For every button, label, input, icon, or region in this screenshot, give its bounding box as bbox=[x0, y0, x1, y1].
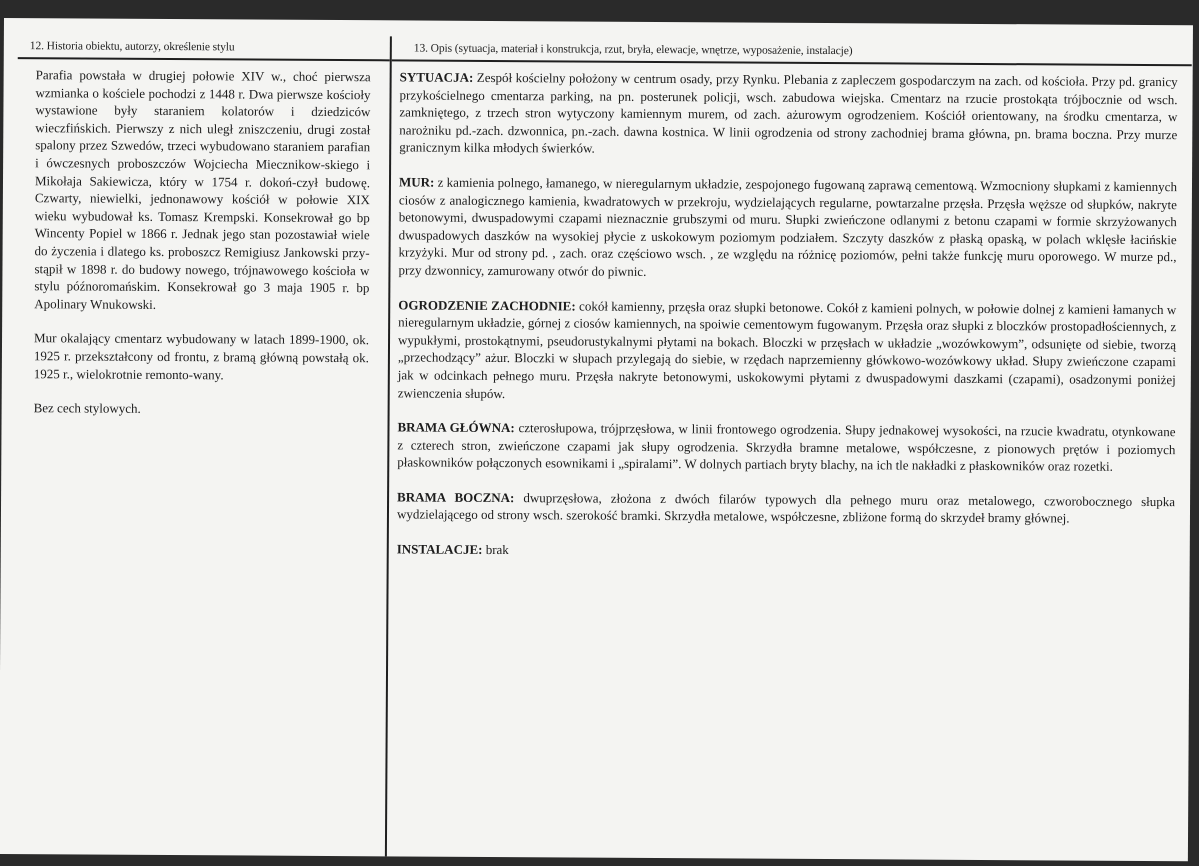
left-header-rule bbox=[18, 57, 390, 61]
section-label: OGRODZENIE ZACHODNIE: bbox=[398, 296, 576, 314]
description-section-header: 13. Opis (sytuacja, materiał i konstrukcja, rzut, bryła, elewacje, wnętrze, wyposażenie, instalacje) bbox=[413, 42, 853, 58]
document-sheet bbox=[0, 18, 1193, 861]
section-label: BRAMA GŁÓWNA: bbox=[397, 419, 515, 436]
right-header-rule bbox=[392, 59, 1192, 66]
column-divider bbox=[385, 36, 392, 856]
section-text: z kamienia polnego, łamanego, w nieregularnym układzie, zespojonego fugowaną zaprawą cementową. Wzmocniony słupkami z kamiennych ciosów z analogicznego kamienia, kwadratowych w przekroju, wydzielających regularne, powtarzalne przęsła. Przęsła węższe od słupków, nakryte betonowymi, dwuspadowymi czapami nieznacznie grubszymi od muru. Słupki zwieńczone odlanymi z betonu czapami w formie skrzyżowanych dwuspadowych daszków na wysokiej płycie z uskokowym poziomym podziałem. Szczyty daszków z płaską opaską, w polach wklęsłe łacińskie krzyżyki. Mur od strony pd. , zach. oraz częściowo wsch. , ze względu na różnicę poziomów, pełni także funkcję muru oporowego. W murze pd., przy dzwonnicy, zamurowany otwór do piwnic. bbox=[398, 174, 1178, 279]
section-west-fence bbox=[398, 296, 1177, 406]
section-text: brak bbox=[482, 541, 509, 558]
description-column bbox=[397, 68, 1178, 579]
section-installations bbox=[397, 540, 1175, 562]
section-label: INSTALACJE: bbox=[396, 541, 483, 557]
section-text: cokół kamienny, przęsła oraz słupki betonowe. Cokół z kamieni polnych, w połowie dolnej z kamieni łamanych w nieregularnym układzie, górnej z ciosów kamiennych, na spoiwie cementowym fugowanym. Przęsła oraz słupki z bloczków prostopadłościennych, z wypukłymi, prostokątnymi, pseudorustykalnymi płytami na bokach. Bloczki w przęsłach w układzie „wozówkowym”, odsunięte od siebie, tworzą „przechodzący” ażur. Bloczki w słupach przylegają do siebie, w rzędach naprzemienny główkowo-wozówkowy układ. Słupy zwieńczone czapami jak w odcinkach pełnego muru. Przęsła nakryte betonowymi, uskokowymi płytami z dwuspadowymi daszkami (czapami), osadzonymi poniżej zwienczenia słupów. bbox=[397, 298, 1177, 401]
history-column bbox=[33, 66, 370, 436]
section-side-gate bbox=[397, 488, 1175, 528]
section-main-gate bbox=[397, 419, 1175, 477]
section-situation bbox=[399, 68, 1178, 161]
section-wall bbox=[398, 173, 1177, 283]
history-paragraph: Mur okalający cmentarz wybudowany w latach 1899-1900, ok. 1925 r. przekształcony od frontu, z bramą główną powstałą ok. 1925 r., wielokrotnie remonto-wany. bbox=[33, 330, 370, 382]
section-label: MUR: bbox=[398, 174, 435, 190]
section-label: BRAMA BOCZNA: bbox=[397, 489, 515, 506]
section-text: czterosłupowa, trójprzęsłowa, w linii frontowego ogrodzenia. Słupy jednakowej wysokości, na rzucie kwadratu, otynkowane z czterech stron, zwieńczone czapami jak słupy ogrodzenia. Skrzydła bramne metalowe, współczesne, z pionowych prętów i poziomych płaskowników połączonych esownikami i „spiralami”. W dolnych partiach bryty blachy, na ich tle nakładki z płaskowników oraz rozetki. bbox=[397, 420, 1176, 475]
history-paragraph: Parafia powstała w drugiej połowie XIV w., choć pierwsza wzmianka o kościele pochodzi z 1448 r. Dwa pierwsze kościoły wystawione były staraniem kolatorów i dziedziców wieczfińskich. Pierwszy z nich uległ zniszczeniu, drugi został spalony przez Szwedów, trzeci wybudowano staraniem parafian i ówczesnych proboszczów Wojciecha Miecznikow-skiego i Mikołaja Sakiewicza, który w 1754 r. dokoń-czył budowę. Czwarty, niewielki, jednonawowy kościół w połowie XIX wieku wybudował ks. Tomasz Krempski. Konsekrował go bp Wincenty Popiel w 1866 r. Jednak jego stan pozostawiał wiele do życzenia i dlatego ks. proboszcz Remigiusz Jankowski przy-stąpił w 1898 r. do budowy nowego, trójnawowego kościoła w stylu późnoromańskim. Konsekrował go 3 maja 1905 r. bp Apolinary Wnukowski. bbox=[34, 67, 371, 312]
section-text: Zespół kościelny położony w centrum osady, przy Rynku. Plebania z zapleczem gospodarczym na zach. od kościoła. Przy pd. granicy przykościelnego cmentarza parking, na pn. posterunek policji, wsch. zabudowa wiejska. Cmentarz na rzucie prostokąta trójbocznie od wsch. zamkniętego, z trzech stron wytyczony kamiennym murem, od zach. ażurowym ogrodzeniem. Kościół orientowany, na środku cmentarza, w narożniku pd.-zach. dzwonnica, pn.-zach. dawna kostnica. W linii ogrodzenia od strony zachodniej brama główna, pn. brama boczna. Przy murze granicznym kilka młodych świerków. bbox=[399, 69, 1178, 156]
history-section-header: 12. Historia obiektu, autorzy, określenie stylu bbox=[29, 40, 235, 54]
section-text: dwuprzęsłowa, złożona z dwóch filarów typowych dla pełnego muru oraz metalowego, czworobocznego słupka wydzielającego od strony wsch. szerokość bramki. Skrzydła metalowe, współczesne, zbliżone formą do skrzydeł bramy głównej. bbox=[396, 490, 1176, 526]
section-label: SYTUACJA: bbox=[399, 69, 474, 85]
history-paragraph: Bez cech stylowych. bbox=[33, 400, 141, 416]
